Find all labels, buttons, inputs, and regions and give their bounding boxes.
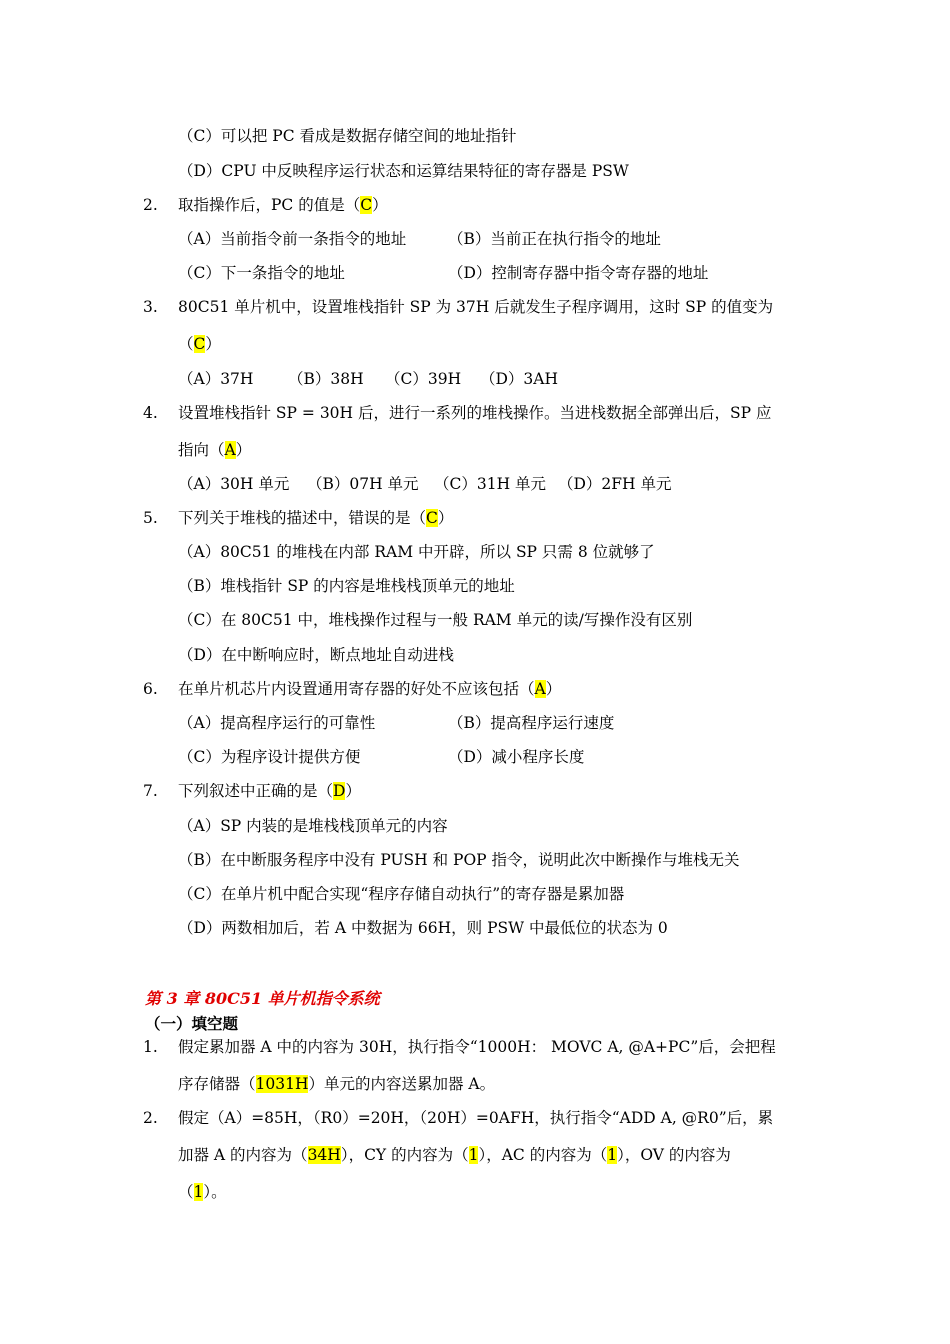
question-stem: 下列关于堆栈的描述中，错误的是（C）: [178, 509, 454, 527]
option-b: （B）在中断服务程序中没有 PUSH 和 POP 指令，说明此次中断操作与堆栈无关: [178, 851, 740, 869]
option-a: （A）37H: [178, 370, 254, 388]
question-stem: 下列叙述中正确的是（D）: [178, 782, 361, 800]
option-c: （C）31H 单元: [434, 475, 547, 493]
option-a: （A）30H 单元: [178, 475, 290, 493]
answer-highlight: A: [224, 441, 236, 459]
option-a: （A）SP 内装的是堆栈栈顶单元的内容: [178, 817, 448, 835]
question-stem: 设置堆栈指针 SP = 30H 后，进行一系列的堆栈操作。当进栈数据全部弹出后，SP 应: [178, 404, 772, 422]
option-d: （D）两数相加后，若 A 中数据为 66H，则 PSW 中最低位的状态为 0: [178, 919, 668, 937]
option-a: （A）80C51 的堆栈在内部 RAM 中开辟，所以 SP 只需 8 位就够了: [178, 543, 655, 561]
option-b: （B）堆栈指针 SP 的内容是堆栈栈顶单元的地址: [178, 577, 515, 595]
answer-highlight: 1: [193, 1183, 204, 1201]
answer-highlight: C: [360, 196, 373, 214]
question-answer-line: 序存储器（1031H）单元的内容送累加器 A。: [178, 1075, 496, 1093]
option-a: （A）提高程序运行的可靠性: [178, 714, 376, 732]
answer-highlight: 34H: [307, 1146, 341, 1164]
option-c: （C）在单片机中配合实现“程序存储自动执行”的寄存器是累加器: [178, 885, 625, 903]
question-answer-line: 指向（A）: [178, 441, 252, 459]
answer-highlight: C: [193, 335, 206, 353]
question-stem: 取指操作后，PC 的值是（C）: [178, 196, 388, 214]
option-b: （B）提高程序运行速度: [448, 714, 615, 732]
question-answer-line: 加器 A 的内容为（34H），CY 的内容为（1），AC 的内容为（1），OV 的内容为: [178, 1146, 731, 1164]
question-number: 6.: [143, 680, 158, 698]
option-c: （C）可以把 PC 看成是数据存储空间的地址指针: [178, 127, 517, 145]
question-number: 1.: [143, 1038, 158, 1056]
option-d: （D）控制寄存器中指令寄存器的地址: [448, 264, 709, 282]
option-c: （C）下一条指令的地址: [178, 264, 345, 282]
question-number: 3.: [143, 298, 158, 316]
answer-highlight: 1031H: [255, 1075, 309, 1093]
option-a: （A）当前指令前一条指令的地址: [178, 230, 407, 248]
question-number: 5.: [143, 509, 158, 527]
answer-highlight: 1: [468, 1146, 479, 1164]
option-d: （D）减小程序长度: [448, 748, 585, 766]
question-number: 2.: [143, 1109, 158, 1127]
option-c: （C）在 80C51 中，堆栈操作过程与一般 RAM 单元的读/写操作没有区别: [178, 611, 693, 629]
option-d: （D）2FH 单元: [558, 475, 672, 493]
answer-highlight: D: [333, 782, 346, 800]
question-number: 4.: [143, 404, 158, 422]
chapter-heading: 第 3 章 80C51 单片机指令系统: [145, 989, 380, 1008]
option-c: （C）为程序设计提供方便: [178, 748, 361, 766]
question-stem: 假定（A）=85H，（R0）=20H，（20H）=0AFH，执行指令“ADD A, @R0”后，累: [178, 1109, 774, 1127]
option-b: （B）38H: [288, 370, 364, 388]
answer-highlight: 1: [607, 1146, 618, 1164]
question-stem: 80C51 单片机中，设置堆栈指针 SP 为 37H 后就发生子程序调用，这时 SP 的值变为: [178, 298, 774, 316]
option-d: （D）CPU 中反映程序运行状态和运算结果特征的寄存器是 PSW: [178, 162, 629, 180]
option-c: （C）39H: [385, 370, 462, 388]
question-stem: 在单片机芯片内设置通用寄存器的好处不应该包括（A）: [178, 680, 562, 698]
answer-highlight: C: [426, 509, 438, 527]
question-number: 2.: [143, 196, 158, 214]
question-answer-line: （1）。: [178, 1183, 227, 1201]
question-stem: 假定累加器 A 中的内容为 30H，执行指令“1000H： MOVC A, @A+PC”后，会把程: [178, 1038, 776, 1056]
section-heading: （一）填空题: [145, 1014, 239, 1033]
question-answer-line: （C）: [178, 335, 221, 353]
question-number: 7.: [143, 782, 158, 800]
option-b: （B）07H 单元: [307, 475, 419, 493]
answer-highlight: A: [534, 680, 546, 698]
option-b: （B）当前正在执行指令的地址: [448, 230, 661, 248]
option-d: （D）3AH: [480, 370, 558, 388]
option-d: （D）在中断响应时，断点地址自动进栈: [178, 646, 454, 664]
